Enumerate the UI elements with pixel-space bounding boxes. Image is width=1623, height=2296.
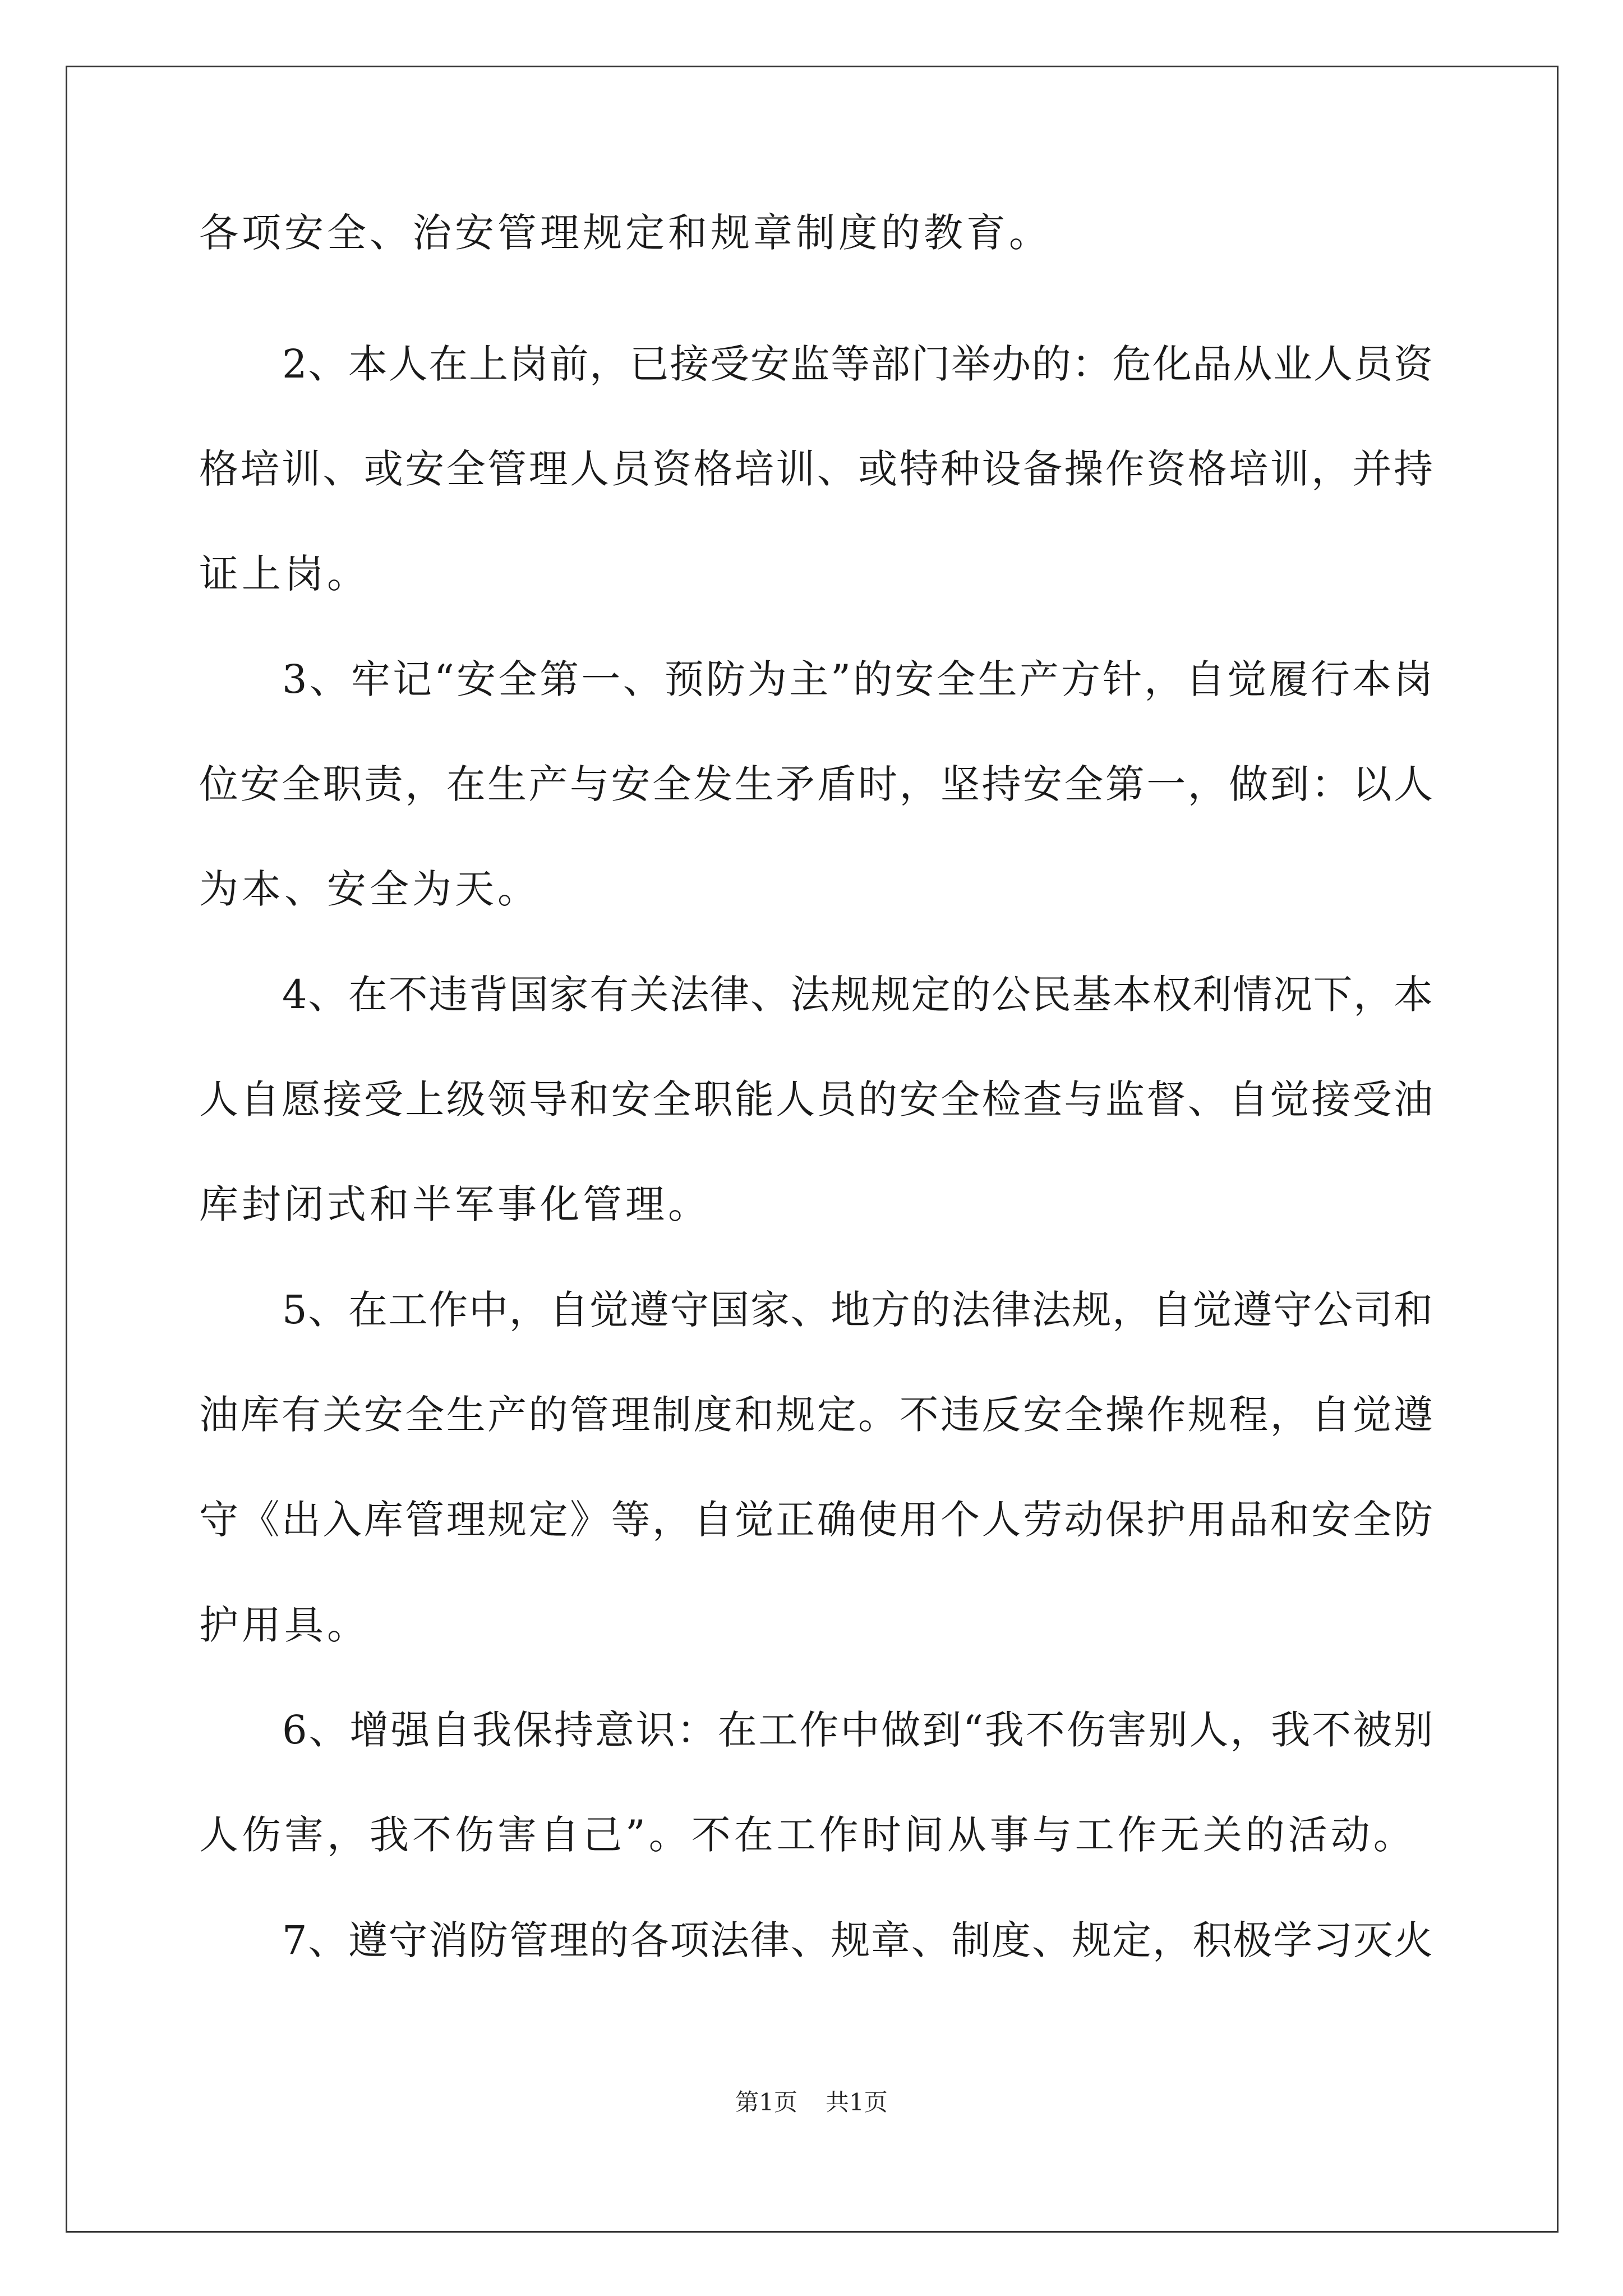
text-line: 为本、安全为天。 xyxy=(199,866,540,912)
text-line: 人伤害，我不伤害自己”。不在工作时间从事与工作无关的活动。 xyxy=(199,1812,1416,1858)
text-line: 证上岗。 xyxy=(199,551,370,597)
text-line: 各项安全、治安管理规定和规章制度的教育。 xyxy=(199,210,1052,256)
paragraph-3-line: 3、牢记“安全第一、预防为主”的安全生产方针，自觉履行本岗 xyxy=(282,656,1433,702)
text-line: 库封闭式和半军事化管理。 xyxy=(199,1181,711,1227)
paragraph-6-line: 6、增强自我保持意识：在工作中做到“我不伤害别人，我不被别 xyxy=(282,1707,1433,1753)
text-line: 位安全职责，在生产与安全发生矛盾时，坚持安全第一，做到：以人 xyxy=(199,761,1433,807)
text-line: 人自愿接受上级领导和安全职能人员的安全检查与监督、自觉接受油 xyxy=(199,1076,1433,1122)
text-line: 守《出入库管理规定》等，自觉正确使用个人劳动保护用品和安全防 xyxy=(199,1497,1433,1543)
text-line: 油库有关安全生产的管理制度和规定。不违反安全操作规程，自觉遵 xyxy=(199,1392,1433,1438)
paragraph-4-line: 4、在不违背国家有关法律、法规规定的公民基本权利情况下，本 xyxy=(282,972,1433,1018)
paragraph-7-line: 7、遵守消防管理的各项法律、规章、制度、规定，积极学习灭火 xyxy=(282,1917,1433,1963)
total-pages: 共1页 xyxy=(826,2088,888,2116)
paragraph-5-line: 5、在工作中，自觉遵守国家、地方的法律法规，自觉遵守公司和 xyxy=(282,1287,1433,1333)
page-number: 第1页 xyxy=(735,2088,797,2116)
text-line: 护用具。 xyxy=(199,1602,370,1648)
text-line: 格培训、或安全管理人员资格培训、或特种设备操作资格培训，并持 xyxy=(199,446,1433,492)
page-frame xyxy=(66,66,1559,2233)
paragraph-2-line: 2、本人在上岗前，已接受安监等部门举办的：危化品从业人员资 xyxy=(282,341,1433,387)
page-footer xyxy=(0,2087,1623,2118)
